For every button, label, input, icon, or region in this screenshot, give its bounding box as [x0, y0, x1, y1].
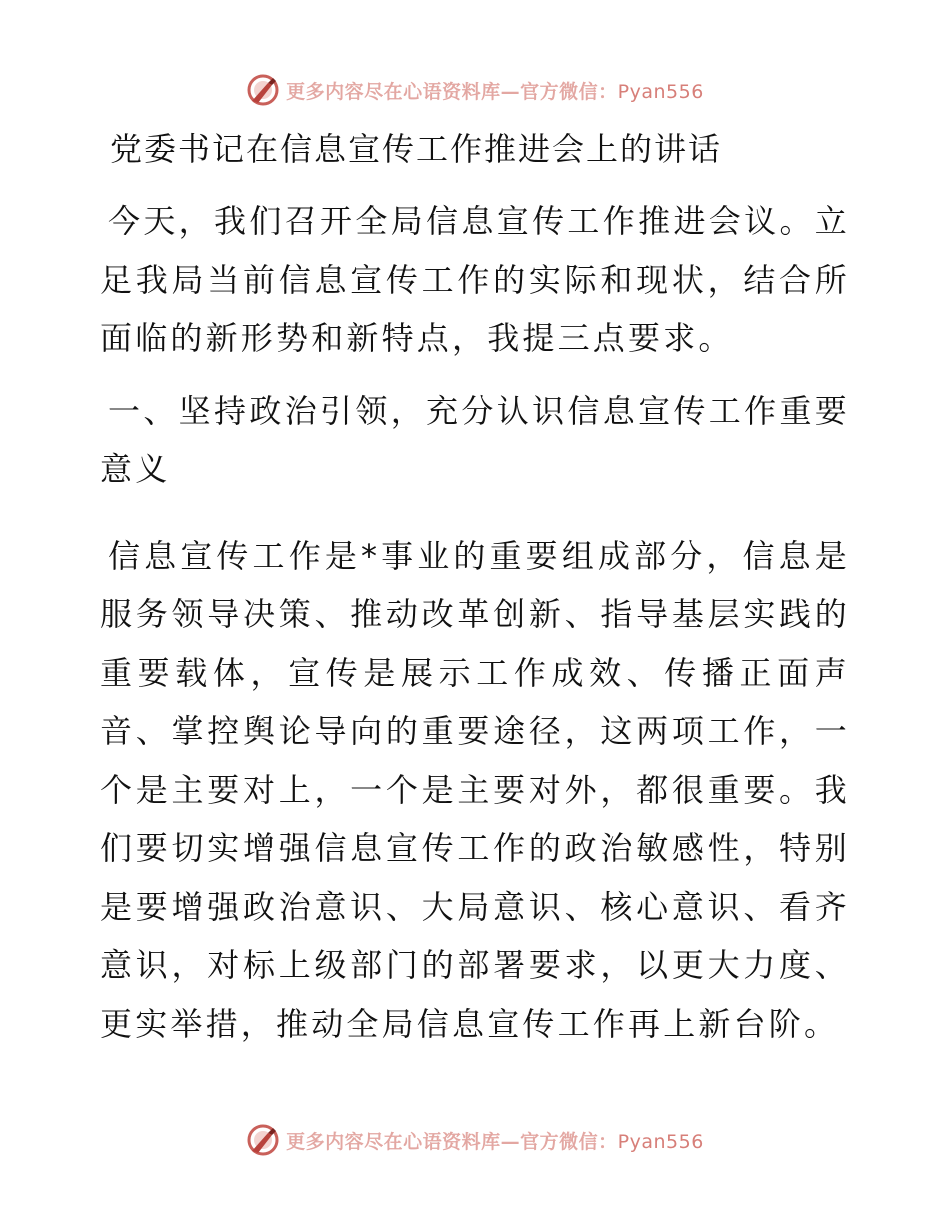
header-watermark	[0, 70, 950, 110]
watermark-text: 更多内容尽在心语资料库—官方微信：Pyan556	[286, 80, 704, 103]
footer-watermark	[0, 1120, 950, 1160]
watermark-text: 更多内容尽在心语资料库—官方微信：Pyan556	[286, 1130, 704, 1153]
document-title: 党委书记在信息宣传工作推进会上的讲话	[110, 130, 723, 168]
pen-seal-logo-icon	[246, 1123, 280, 1157]
intro-paragraph: 今天，我们召开全局信息宣传工作推进会议。立足我局当前信息宣传工作的实际和现状，结合所面临的新形势和新特点，我提三点要求。	[100, 202, 850, 357]
pen-seal-logo-icon	[246, 73, 280, 107]
section-paragraph-1: 信息宣传工作是*事业的重要组成部分，信息是服务领导决策、推动改革创新、指导基层实践的重要载体，宣传是展示工作成效、传播正面声音、掌控舆论导向的重要途径，这两项工作，一个是主要对上，一个是主要对外，都很重要。我们要切实增强信息宣传工作的政治敏感性，特别是要增强政治意识、大局意识、核心意识、看齐意识，对标上级部门的部署要求，以更大力度、更实举措，推动全局信息宣传工作再上新台阶。	[100, 536, 850, 1043]
section-heading-1: 一、坚持政治引领，充分认识信息宣传工作重要意义	[100, 391, 850, 488]
document-body	[100, 120, 850, 1053]
